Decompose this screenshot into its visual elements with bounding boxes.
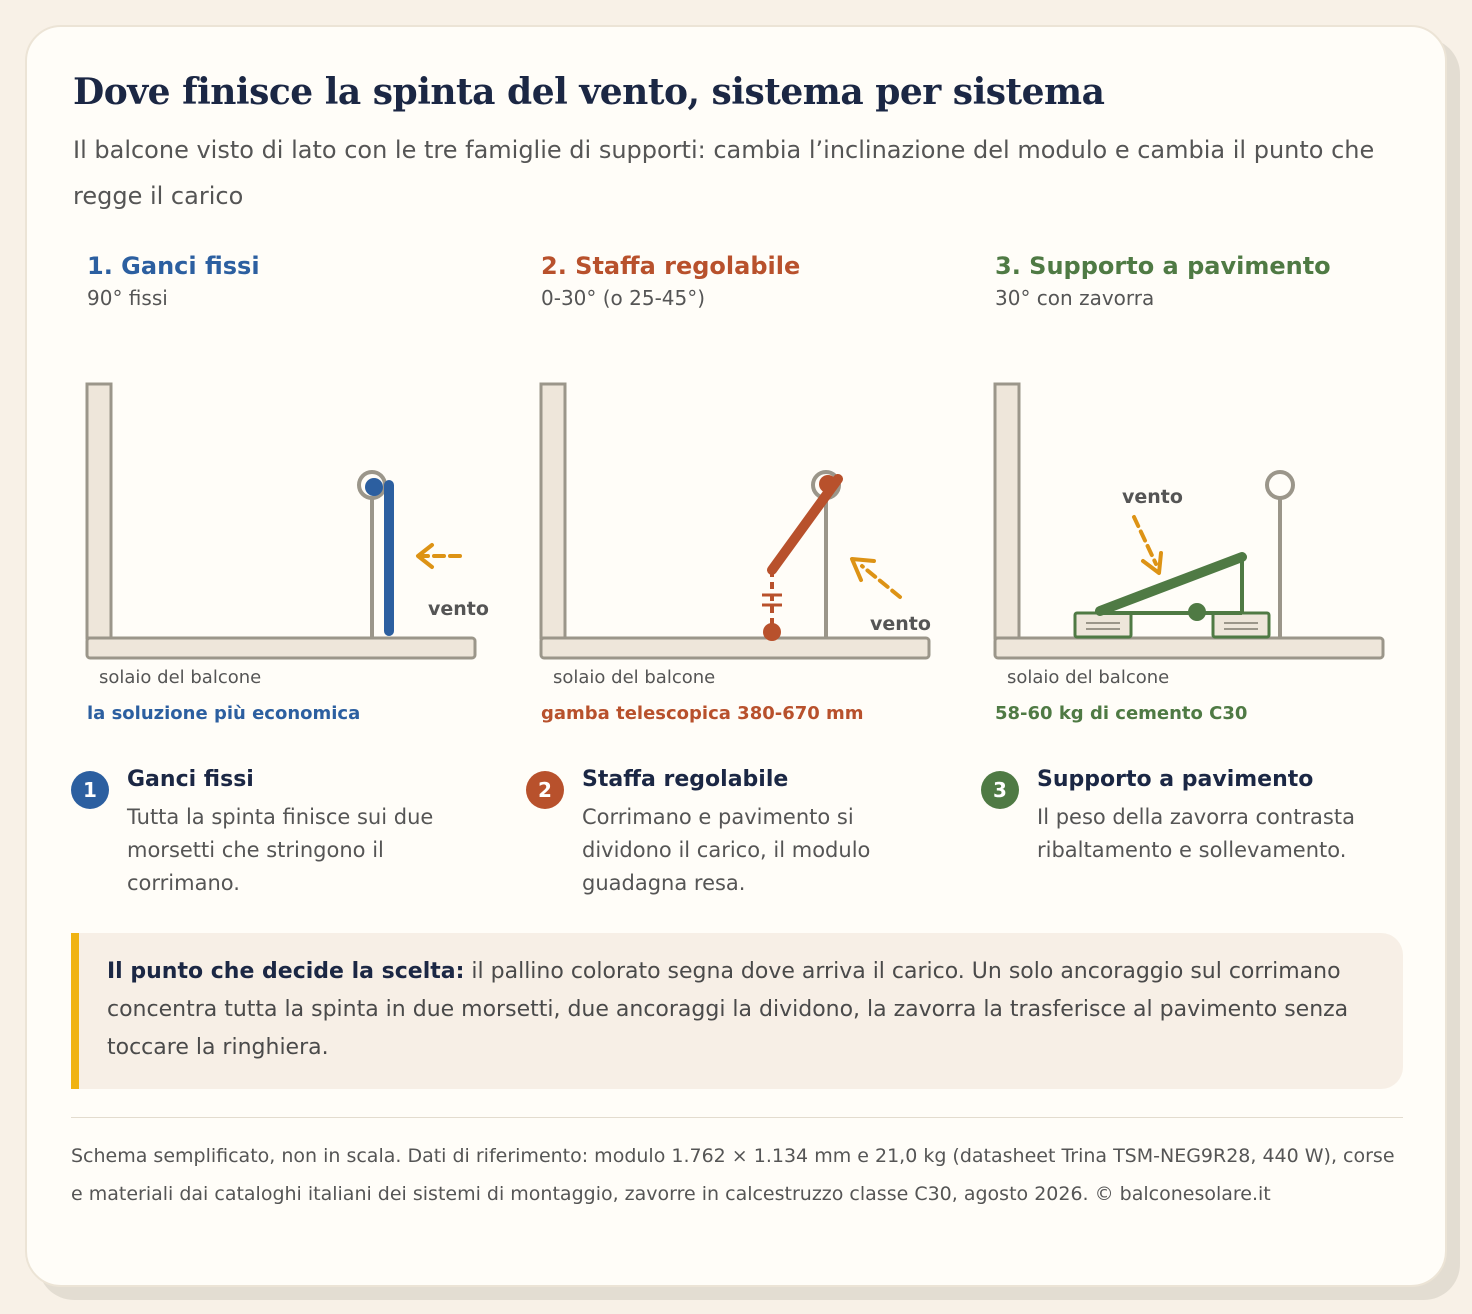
floor-label-2: solaio del balcone (553, 667, 716, 688)
floor-label-3: solaio del balcone (1007, 667, 1170, 688)
balcony-wall (995, 384, 1019, 638)
balcony-floor (541, 638, 929, 658)
step-title: Staffa regolabile (582, 767, 789, 792)
solar-module (1100, 557, 1242, 611)
step-text: Tutta la spinta finisce sui due morsetti che stringono il corrimano. (127, 805, 434, 895)
system-title-2: 2. Staffa regolabile (541, 252, 801, 280)
page-subtitle: Il balcone visto di lato con le tre famiglie di supporti: cambia l’inclinazione del modulo e cambia il punto che regge il carico (73, 136, 1375, 210)
step-title: Ganci fissi (127, 767, 254, 792)
railing-top (1267, 472, 1293, 498)
ballast-block-icon (1075, 613, 1131, 637)
system-angle-1: 90° fissi (87, 286, 168, 310)
wind-label: vento (1122, 486, 1183, 508)
wind-arrow-icon (1134, 517, 1161, 573)
page-title: Dove finisce la spinta del vento, sistema per sistema (73, 71, 1105, 113)
system-title-1: 1. Ganci fissi (87, 252, 260, 280)
footer-divider (71, 1117, 1403, 1118)
infographic-card (25, 25, 1447, 1287)
footer-note: Schema semplificato, non in scala. Dati di riferimento: modulo 1.762 × 1.134 mm e 21,0 kg (datasheet Trina TSM-NEG9R28, 440 W), corse e materiali dai cataloghi italiani dei sistemi di montaggio, zavorre in calcestruzzo classe C30, agosto 2026. © balconesolare.it (71, 1145, 1395, 1205)
system-note-1: la soluzione più economica (87, 703, 361, 724)
callout-lead: Il punto che decide la scelta: (107, 959, 465, 984)
balcony-wall (541, 384, 565, 638)
anchor-dot-icon (819, 475, 837, 493)
system-title-3: 3. Supporto a pavimento (995, 252, 1331, 280)
ballast-block-icon (1213, 613, 1269, 637)
system-header-2 (541, 252, 971, 310)
step-text: Il peso della zavorra contrasta ribaltamento e sollevamento. (1037, 805, 1355, 862)
system-note-3: 58-60 kg di cemento C30 (995, 703, 1248, 724)
system-angle-2: 0-30° (o 25-45°) (541, 286, 706, 310)
anchor-dot-icon (1188, 603, 1206, 621)
balcony-wall (87, 384, 111, 638)
callout-text: il pallino colorato segna dove arriva il carico. Un solo ancoraggio sul corrimano concentra tutta la spinta in due morsetti, due ancoraggi la dividono, la zavorra la trasferisce al pavimento senza toccare la ringhiera. (107, 959, 1349, 1060)
wind-label: vento (428, 598, 489, 620)
system-angle-3: 30° con zavorra (995, 286, 1155, 310)
floor-anchor-dot-icon (763, 623, 781, 641)
balcony-floor (87, 638, 475, 658)
telescopic-leg-icon (762, 570, 782, 629)
floor-label-1: solaio del balcone (99, 667, 262, 688)
key-point-callout (71, 933, 1403, 1089)
step-number-badge: 3 (981, 771, 1019, 809)
step-number-badge: 1 (71, 771, 109, 809)
balcony-floor (995, 638, 1383, 658)
step-text: Corrimano e pavimento si dividono il carico, il modulo guadagna resa. (582, 805, 871, 895)
anchor-dot-icon (365, 478, 383, 496)
wind-arrow-icon (418, 545, 460, 567)
step-number-badge: 2 (526, 771, 564, 809)
wind-label: vento (870, 613, 931, 635)
system-note-2: gamba telescopica 380-670 mm (541, 703, 864, 724)
system-header-1 (87, 252, 517, 310)
wind-arrow-icon (852, 559, 900, 597)
system-header-3 (995, 252, 1425, 310)
step-title: Supporto a pavimento (1037, 767, 1314, 792)
